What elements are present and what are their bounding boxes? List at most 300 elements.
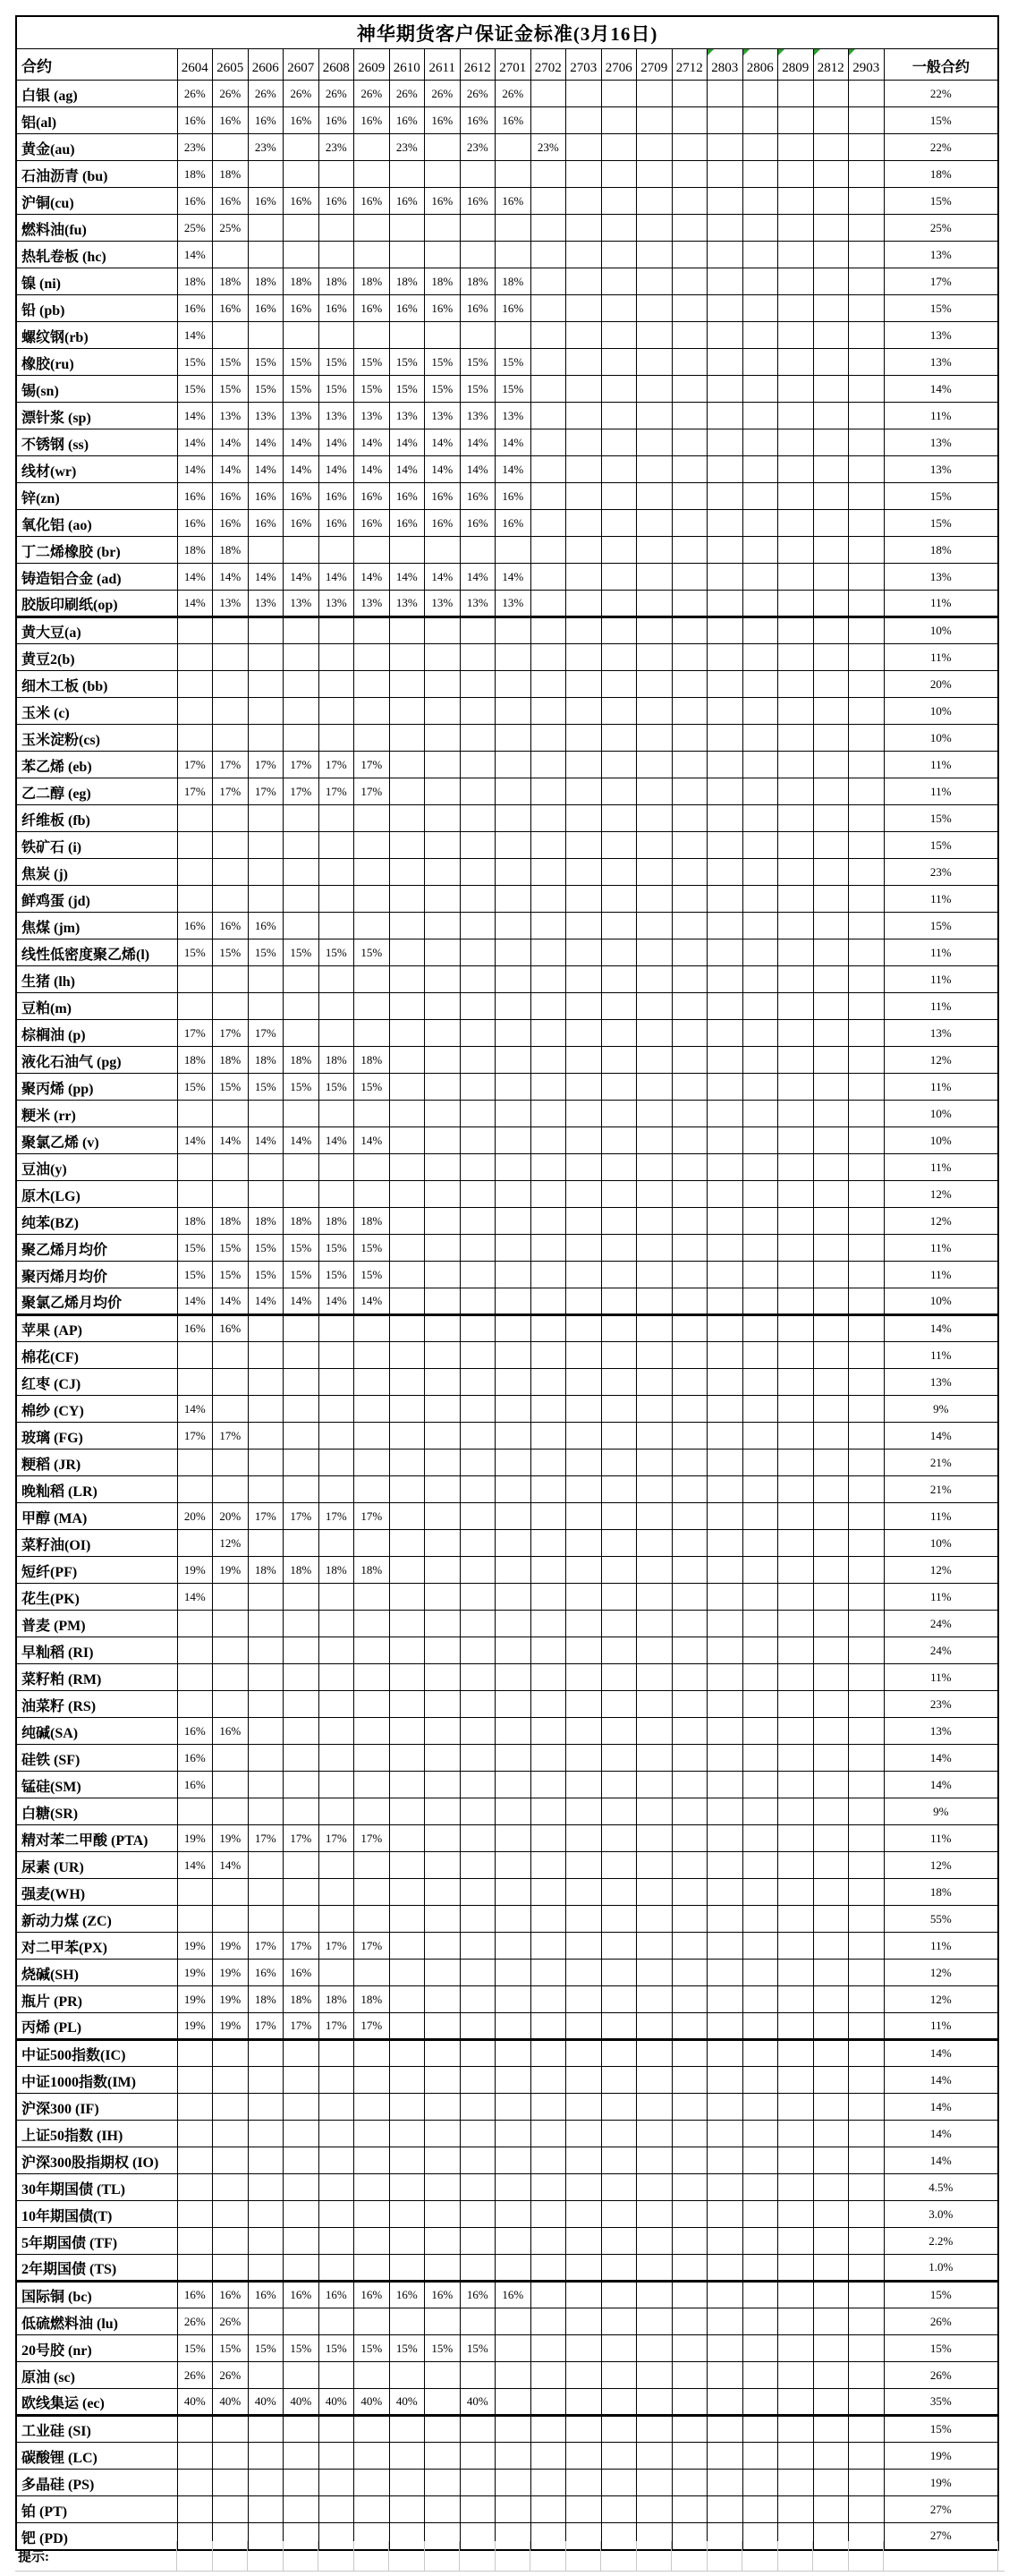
margin-cell: 15% [354, 1262, 390, 1288]
margin-cell [354, 2496, 390, 2523]
margin-cell [460, 752, 496, 778]
commodity-label: 玻璃 (FG) [16, 1423, 177, 1450]
commodity-label: 线材(wr) [16, 456, 177, 483]
margin-cell [742, 778, 778, 805]
margin-cell [708, 81, 743, 107]
margin-cell [637, 456, 673, 483]
margin-cell [778, 1557, 814, 1584]
margin-cell [389, 1476, 425, 1503]
margin-cell [354, 215, 390, 242]
margin-cell [742, 1637, 778, 1664]
margin-cell [672, 295, 708, 322]
commodity-label: 聚乙烯月均价 [16, 1235, 177, 1262]
margin-cell: 14% [460, 456, 496, 483]
margin-cell [496, 1879, 531, 1906]
margin-cell [637, 510, 673, 537]
margin-cell [566, 376, 602, 403]
margin-cell [672, 2523, 708, 2550]
margin-cell: 14% [177, 591, 213, 617]
margin-cell [177, 1664, 213, 1691]
commodity-label: 苯乙烯 (eb) [16, 752, 177, 778]
margin-cell [284, 1342, 319, 1369]
general-margin-cell: 14% [884, 1745, 998, 1772]
margin-cell: 14% [318, 1288, 354, 1315]
commodity-row [16, 698, 998, 725]
margin-cell [566, 295, 602, 322]
margin-cell [530, 1772, 566, 1798]
general-margin-cell: 15% [884, 483, 998, 510]
margin-cell: 17% [318, 1825, 354, 1852]
margin-cell [637, 1718, 673, 1745]
margin-cell [425, 2496, 461, 2523]
margin-cell [637, 349, 673, 376]
general-margin-cell: 11% [884, 403, 998, 429]
margin-cell [778, 698, 814, 725]
header-month-2706: 2706 [601, 49, 637, 81]
margin-cell [708, 483, 743, 510]
margin-cell [460, 1450, 496, 1476]
general-margin-cell: 3.0% [884, 2201, 998, 2228]
margin-cell [425, 2416, 461, 2443]
commodity-row [16, 1879, 998, 1906]
margin-cell [425, 1664, 461, 1691]
margin-cell [213, 1369, 249, 1396]
general-margin-cell: 12% [884, 1986, 998, 2013]
commodity-row [16, 1315, 998, 1342]
margin-cell [601, 1852, 637, 1879]
margin-cell [460, 2094, 496, 2121]
margin-cell [496, 2147, 531, 2174]
table-header-row [16, 49, 998, 81]
margin-cell [849, 1208, 885, 1235]
commodity-row [16, 1906, 998, 1933]
margin-cell [708, 429, 743, 456]
margin-cell [318, 966, 354, 993]
margin-cell [425, 2362, 461, 2389]
margin-cell [248, 2040, 284, 2067]
general-margin-cell: 10% [884, 1101, 998, 1127]
margin-cell [742, 1047, 778, 1074]
margin-cell [672, 510, 708, 537]
margin-cell [742, 2335, 778, 2362]
margin-cell [389, 1798, 425, 1825]
margin-cell [813, 242, 849, 268]
margin-cell [177, 2121, 213, 2147]
margin-cell: 26% [425, 81, 461, 107]
commodity-row [16, 1557, 998, 1584]
margin-cell [248, 1181, 284, 1208]
margin-cell [354, 671, 390, 698]
margin-cell [530, 429, 566, 456]
margin-cell: 15% [213, 376, 249, 403]
margin-cell [849, 429, 885, 456]
margin-cell: 15% [213, 1262, 249, 1288]
margin-cell [177, 725, 213, 752]
margin-cell [248, 242, 284, 268]
general-margin-cell: 11% [884, 1342, 998, 1369]
margin-cell [354, 322, 390, 349]
margin-cell: 16% [213, 295, 249, 322]
margin-cell [318, 617, 354, 644]
margin-cell [284, 2416, 319, 2443]
margin-cell [177, 2523, 213, 2550]
margin-table [15, 15, 999, 2551]
margin-cell [813, 2094, 849, 2121]
margin-cell [530, 1181, 566, 1208]
margin-cell [284, 1879, 319, 1906]
margin-cell [813, 2443, 849, 2470]
margin-cell [213, 671, 249, 698]
margin-cell [530, 295, 566, 322]
commodity-row [16, 617, 998, 644]
margin-cell [708, 1208, 743, 1235]
margin-cell [566, 1772, 602, 1798]
margin-cell [849, 510, 885, 537]
margin-cell [284, 1852, 319, 1879]
margin-cell: 16% [425, 510, 461, 537]
margin-cell [460, 1825, 496, 1852]
margin-cell [389, 1047, 425, 1074]
general-margin-cell: 19% [884, 2470, 998, 2496]
margin-cell [708, 1396, 743, 1423]
margin-cell [354, 2174, 390, 2201]
margin-cell: 18% [177, 537, 213, 564]
margin-cell [849, 349, 885, 376]
margin-cell [530, 1369, 566, 1396]
margin-cell [778, 134, 814, 161]
margin-cell [389, 2094, 425, 2121]
margin-cell [672, 1825, 708, 1852]
margin-cell: 16% [496, 295, 531, 322]
margin-cell [460, 1476, 496, 1503]
margin-cell [708, 913, 743, 939]
margin-cell [248, 886, 284, 913]
margin-cell [778, 2308, 814, 2335]
margin-cell [530, 1933, 566, 1960]
commodity-label: 胶版印刷纸(op) [16, 591, 177, 617]
margin-cell [425, 1235, 461, 1262]
margin-cell [778, 1235, 814, 1262]
margin-cell: 16% [213, 2282, 249, 2308]
margin-cell [496, 2308, 531, 2335]
margin-cell [389, 1208, 425, 1235]
margin-cell [742, 752, 778, 778]
margin-cell [248, 993, 284, 1020]
margin-cell [742, 1745, 778, 1772]
margin-cell [566, 1423, 602, 1450]
margin-cell [530, 698, 566, 725]
margin-cell [742, 2040, 778, 2067]
margin-cell [813, 591, 849, 617]
margin-cell [708, 939, 743, 966]
margin-cell [354, 2470, 390, 2496]
margin-cell [849, 1315, 885, 1342]
margin-cell [708, 2121, 743, 2147]
margin-cell [601, 1825, 637, 1852]
margin-cell [672, 1718, 708, 1745]
margin-cell: 26% [389, 81, 425, 107]
margin-cell [849, 295, 885, 322]
margin-cell [389, 2255, 425, 2282]
margin-cell [708, 2443, 743, 2470]
margin-cell [460, 1906, 496, 1933]
margin-cell [708, 2308, 743, 2335]
margin-cell: 16% [177, 483, 213, 510]
margin-cell [496, 2174, 531, 2201]
margin-cell [284, 725, 319, 752]
margin-cell [849, 913, 885, 939]
margin-cell [496, 1235, 531, 1262]
margin-cell: 15% [213, 349, 249, 376]
margin-cell [248, 1611, 284, 1637]
margin-cell [460, 1637, 496, 1664]
margin-cell [742, 2228, 778, 2255]
margin-cell [354, 1396, 390, 1423]
margin-cell [813, 2040, 849, 2067]
margin-cell [637, 2470, 673, 2496]
margin-cell [849, 2308, 885, 2335]
commodity-row [16, 2362, 998, 2389]
commodity-label: 螺纹钢(rb) [16, 322, 177, 349]
margin-cell [566, 1986, 602, 2013]
margin-cell [496, 1933, 531, 1960]
margin-cell [637, 2013, 673, 2040]
margin-cell [813, 1986, 849, 2013]
general-margin-cell: 12% [884, 1852, 998, 1879]
margin-cell [318, 1101, 354, 1127]
margin-cell [496, 1718, 531, 1745]
margin-cell: 23% [318, 134, 354, 161]
margin-cell [601, 537, 637, 564]
margin-cell [566, 349, 602, 376]
margin-cell [284, 1691, 319, 1718]
margin-cell [849, 591, 885, 617]
margin-cell: 18% [284, 1557, 319, 1584]
margin-cell [708, 644, 743, 671]
margin-cell [742, 1262, 778, 1288]
margin-cell [742, 134, 778, 161]
margin-cell [813, 322, 849, 349]
margin-cell: 16% [318, 107, 354, 134]
commodity-label: 聚丙烯月均价 [16, 1262, 177, 1288]
margin-cell [742, 2147, 778, 2174]
margin-cell [601, 510, 637, 537]
margin-cell [496, 805, 531, 832]
commodity-row [16, 349, 998, 376]
commodity-row [16, 1235, 998, 1262]
margin-cell [813, 2496, 849, 2523]
margin-cell [672, 1879, 708, 1906]
commodity-row [16, 805, 998, 832]
margin-cell [354, 1611, 390, 1637]
margin-cell: 14% [177, 1127, 213, 1154]
margin-cell [354, 1584, 390, 1611]
general-margin-cell: 13% [884, 456, 998, 483]
margin-cell [778, 2443, 814, 2470]
margin-cell: 16% [284, 2282, 319, 2308]
margin-cell [496, 1020, 531, 1047]
commodity-row [16, 1772, 998, 1798]
margin-cell [566, 913, 602, 939]
margin-cell [813, 161, 849, 188]
commodity-label: 多晶硅 (PS) [16, 2470, 177, 2496]
margin-cell [496, 993, 531, 1020]
margin-cell [248, 1637, 284, 1664]
margin-cell [849, 81, 885, 107]
commodity-label: 晚籼稻 (LR) [16, 1476, 177, 1503]
margin-cell [318, 832, 354, 859]
margin-cell [637, 1396, 673, 1423]
margin-cell [248, 2147, 284, 2174]
margin-cell [849, 134, 885, 161]
margin-cell [530, 832, 566, 859]
general-margin-cell: 15% [884, 107, 998, 134]
general-margin-cell: 15% [884, 832, 998, 859]
margin-cell [425, 805, 461, 832]
margin-cell [213, 617, 249, 644]
margin-cell [849, 698, 885, 725]
margin-cell [530, 2335, 566, 2362]
commodity-row [16, 483, 998, 510]
margin-cell: 18% [354, 1208, 390, 1235]
margin-cell [637, 215, 673, 242]
margin-cell [849, 1852, 885, 1879]
margin-cell [284, 2308, 319, 2335]
margin-cell [213, 1691, 249, 1718]
margin-cell [813, 1745, 849, 1772]
margin-cell [742, 1235, 778, 1262]
margin-cell: 26% [213, 81, 249, 107]
margin-cell [460, 1047, 496, 1074]
margin-cell [389, 1637, 425, 1664]
margin-cell: 18% [318, 1047, 354, 1074]
commodity-row [16, 510, 998, 537]
margin-cell [460, 215, 496, 242]
margin-cell [177, 2496, 213, 2523]
margin-cell: 14% [389, 456, 425, 483]
margin-cell [213, 2040, 249, 2067]
margin-cell: 16% [425, 483, 461, 510]
commodity-row [16, 1262, 998, 1288]
margin-cell [248, 1396, 284, 1423]
margin-cell [813, 778, 849, 805]
margin-cell [813, 510, 849, 537]
margin-cell [672, 1127, 708, 1154]
commodity-row [16, 1288, 998, 1315]
commodity-row [16, 1476, 998, 1503]
margin-cell [637, 778, 673, 805]
margin-cell [354, 886, 390, 913]
margin-cell [284, 161, 319, 188]
margin-cell [460, 1879, 496, 1906]
general-margin-cell: 10% [884, 1127, 998, 1154]
margin-cell [637, 2201, 673, 2228]
margin-cell [813, 1235, 849, 1262]
margin-cell [248, 2201, 284, 2228]
margin-cell [354, 161, 390, 188]
margin-cell [213, 859, 249, 886]
margin-cell [672, 403, 708, 429]
margin-cell [425, 993, 461, 1020]
margin-cell [318, 2443, 354, 2470]
margin-cell [672, 1745, 708, 1772]
margin-cell [601, 1047, 637, 1074]
margin-cell [813, 2228, 849, 2255]
margin-cell: 16% [389, 107, 425, 134]
margin-cell [778, 1154, 814, 1181]
margin-cell [530, 2308, 566, 2335]
footer-note: 提示: [18, 2550, 49, 2564]
margin-cell [425, 1557, 461, 1584]
margin-cell [601, 859, 637, 886]
margin-cell: 14% [425, 456, 461, 483]
margin-cell: 40% [389, 2389, 425, 2416]
margin-cell: 13% [389, 591, 425, 617]
general-margin-cell: 22% [884, 81, 998, 107]
margin-cell [601, 161, 637, 188]
margin-cell [778, 1047, 814, 1074]
margin-cell [213, 966, 249, 993]
margin-cell [778, 1798, 814, 1825]
general-margin-cell: 15% [884, 805, 998, 832]
margin-cell [284, 2094, 319, 2121]
general-margin-cell: 24% [884, 1637, 998, 1664]
margin-cell: 15% [318, 939, 354, 966]
general-margin-cell: 14% [884, 1423, 998, 1450]
margin-cell [708, 1637, 743, 1664]
margin-cell [672, 215, 708, 242]
margin-cell [708, 1611, 743, 1637]
margin-cell [460, 2416, 496, 2443]
margin-cell [813, 671, 849, 698]
margin-cell [425, 215, 461, 242]
margin-cell [248, 644, 284, 671]
margin-cell [637, 966, 673, 993]
margin-cell [496, 1637, 531, 1664]
commodity-row [16, 1664, 998, 1691]
margin-cell [177, 2470, 213, 2496]
commodity-label: 菜籽油(OI) [16, 1530, 177, 1557]
general-margin-cell: 23% [884, 859, 998, 886]
margin-cell: 15% [318, 1074, 354, 1101]
margin-cell [496, 1503, 531, 1530]
margin-cell [601, 1020, 637, 1047]
margin-cell [672, 2094, 708, 2121]
margin-cell [318, 2470, 354, 2496]
margin-cell: 16% [248, 188, 284, 215]
margin-cell: 18% [213, 1047, 249, 1074]
general-margin-cell: 13% [884, 1369, 998, 1396]
margin-cell [354, 2443, 390, 2470]
margin-cell [708, 1691, 743, 1718]
general-margin-cell: 13% [884, 1718, 998, 1745]
margin-cell [213, 832, 249, 859]
margin-cell [460, 1315, 496, 1342]
margin-cell [742, 1798, 778, 1825]
margin-cell [601, 2013, 637, 2040]
margin-cell [778, 2040, 814, 2067]
margin-cell [778, 1879, 814, 1906]
general-margin-cell: 11% [884, 1154, 998, 1181]
margin-cell [530, 1396, 566, 1423]
margin-cell [318, 1611, 354, 1637]
margin-cell [708, 1450, 743, 1476]
margin-cell [389, 1127, 425, 1154]
margin-cell [425, 1450, 461, 1476]
margin-cell [248, 2443, 284, 2470]
margin-cell [742, 2389, 778, 2416]
margin-cell: 14% [177, 429, 213, 456]
